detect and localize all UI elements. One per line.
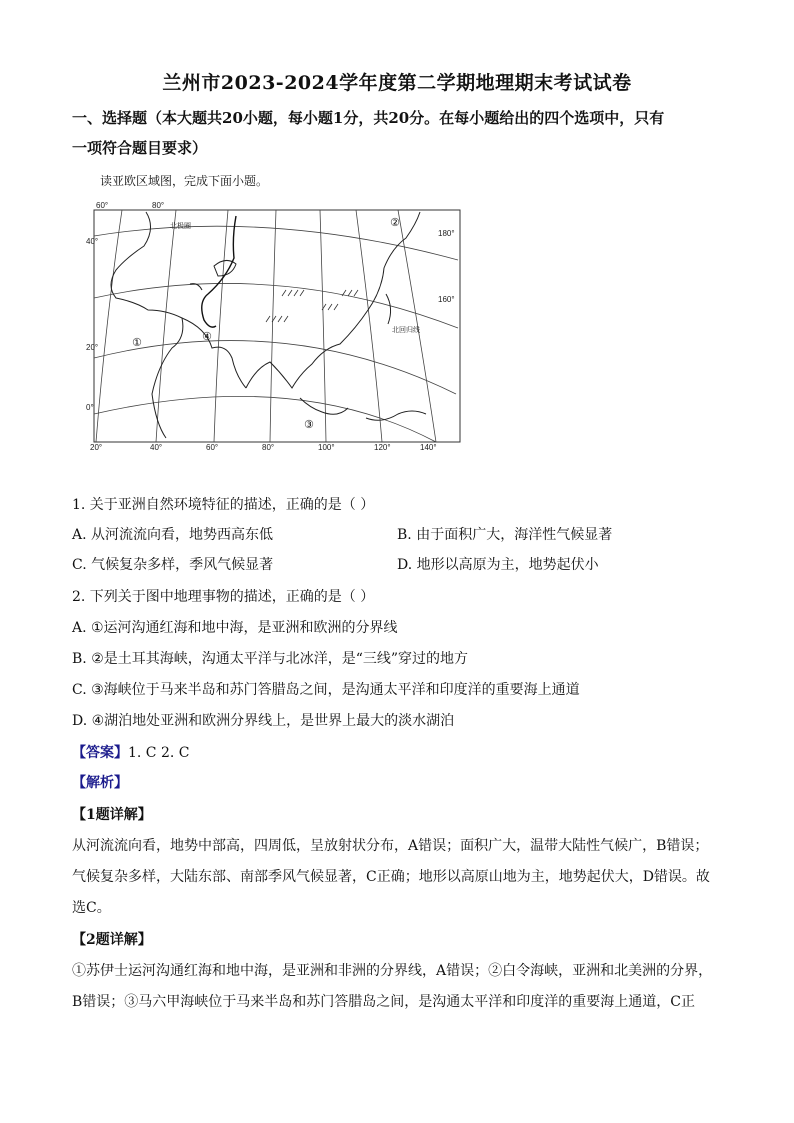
section-heading-line1: 一、选择题（本大题共20小题，每小题1分，共20分。在每小题给出的四个选项中，只有 <box>72 109 665 127</box>
svg-text:80°: 80° <box>262 443 275 452</box>
svg-text:180°: 180° <box>438 229 455 238</box>
detail1-label: 【1题详解】 <box>72 807 152 823</box>
svg-text:60°: 60° <box>96 201 109 210</box>
q2-option-c: C. ③海峡位于马来半岛和苏门答腊岛之间，是沟通太平洋和印度洋的重要海上通道 <box>72 682 580 698</box>
map-intro: 读亚欧区域图，完成下面小题。 <box>100 174 269 188</box>
q2-stem: 2. 下列关于图中地理事物的描述，正确的是（ ） <box>72 589 375 605</box>
q2-option-a: A. ①运河沟通红海和地中海，是亚洲和欧洲的分界线 <box>72 620 398 636</box>
marker-4: ④ <box>202 330 212 343</box>
detail2-line2: B错误；③马六甲海峡位于马来半岛和苏门答腊岛之间，是沟通太平洋和印度洋的重要海上通道，C正 <box>72 994 695 1010</box>
svg-text:40°: 40° <box>86 237 99 246</box>
svg-text:60°: 60° <box>206 443 219 452</box>
svg-text:20°: 20° <box>90 443 103 452</box>
marker-3: ③ <box>304 418 314 431</box>
answer-label: 【答案】 <box>72 745 128 761</box>
detail2-label: 【2题详解】 <box>72 932 152 948</box>
analysis-label: 【解析】 <box>72 775 128 791</box>
q1-stem: 1. 关于亚洲自然环境特征的描述，正确的是（ ） <box>72 497 375 513</box>
svg-text:40°: 40° <box>150 443 163 452</box>
svg-text:100°: 100° <box>318 443 335 452</box>
answer-line <box>72 738 190 768</box>
detail1-line2: 气候复杂多样，大陆东部、南部季风气候显著，C正确；地形以高原山地为主，地势起伏大，D错误。故 <box>72 869 710 885</box>
q1-option-c: C. 气候复杂多样，季风气候显著 <box>72 557 274 573</box>
svg-text:北回归线: 北回归线 <box>392 327 420 334</box>
detail1-line3: 选C。 <box>72 900 111 916</box>
detail1-line1: 从河流流向看，地势中部高，四周低，呈放射状分布，A错误；面积广大，温带大陆性气候广，B错误； <box>72 838 709 854</box>
q2-option-b: B. ②是土耳其海峡，沟通太平洋与北冰洋，是“三线”穿过的地方 <box>72 651 469 667</box>
marker-2: ② <box>390 216 400 229</box>
svg-text:北极圈: 北极圈 <box>170 223 191 230</box>
eurasia-map <box>86 198 462 460</box>
section-heading-line2: 一项符合题目要求） <box>72 139 208 157</box>
marker-1: ① <box>132 336 142 349</box>
page-title: 兰州市2023-2024学年度第二学期地理期末考试试卷 <box>162 72 632 94</box>
svg-text:0°: 0° <box>86 403 94 412</box>
svg-text:120°: 120° <box>374 443 391 452</box>
svg-text:160°: 160° <box>438 295 455 304</box>
svg-text:140°: 140° <box>420 443 437 452</box>
q1-option-d: D. 地形以高原为主，地势起伏小 <box>397 557 599 573</box>
svg-text:20°: 20° <box>86 343 99 352</box>
svg-text:80°: 80° <box>152 201 165 210</box>
answer-text: 1. C 2. C <box>128 745 190 761</box>
detail2-line1: ①苏伊士运河沟通红海和地中海，是亚洲和非洲的分界线，A错误；②白令海峡，亚洲和北美洲的分界， <box>72 963 713 979</box>
q1-option-b: B. 由于面积广大，海洋性气候显著 <box>397 527 613 543</box>
q1-option-a: A. 从河流流向看，地势西高东低 <box>72 527 274 543</box>
q2-option-d: D. ④湖泊地处亚洲和欧洲分界线上，是世界上最大的淡水湖泊 <box>72 713 455 729</box>
